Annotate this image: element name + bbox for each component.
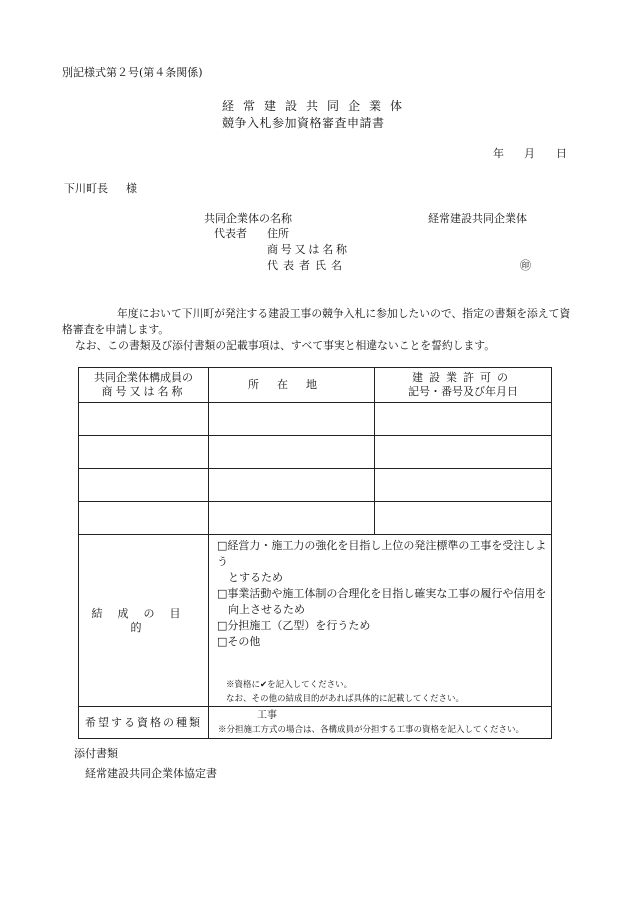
body-text-line-1: 年度において下川町が発注する建設工事の競争入札に参加したいので、指定の書類を添えて資: [117, 307, 571, 320]
form-number: 別記様式第２号(第４条関係): [62, 66, 203, 79]
table-row: [79, 469, 552, 502]
member-license-cell[interactable]: [375, 469, 552, 502]
date-month: 月: [524, 147, 535, 160]
member-name-header: 共同企業体構成員の 商号又は名称: [79, 368, 209, 403]
representative-label: 代表者: [214, 227, 247, 240]
attachments-heading: 添付書類: [74, 747, 118, 760]
qualification-row: [79, 707, 552, 739]
license-header: 建設業許可の 記号・番号及び年月日: [375, 368, 552, 403]
address-label: 住所: [267, 227, 289, 240]
purpose-option-1-cont: とするため: [228, 571, 283, 584]
purpose-options-cell: [209, 535, 552, 707]
qualification-cell[interactable]: [209, 707, 552, 739]
table-header-row: [79, 368, 552, 403]
qualification-note: ※分担施工方式の場合は、各構成員が分担する工事の資格を記入してください。: [218, 724, 525, 735]
member-name-cell[interactable]: [79, 469, 209, 502]
date-day: 日: [556, 147, 567, 160]
purpose-note-2: なお、その他の結成目的があれば具体的に記載してください。: [226, 694, 465, 704]
table-row: [79, 403, 552, 436]
location-header: 所在地: [209, 368, 375, 403]
purpose-option-1[interactable]: □経営力・施工力の強化を目指し上位の発注標準の工事を受注しよう: [217, 539, 547, 568]
purpose-row: [79, 535, 552, 707]
purpose-option-4[interactable]: □その他: [217, 635, 261, 648]
member-location-cell[interactable]: [209, 469, 375, 502]
member-location-cell[interactable]: [209, 403, 375, 436]
purpose-option-2[interactable]: □事業活動や施工体制の合理化を目指し確実な工事の履行や信用を: [217, 587, 547, 600]
addressee-name: 下川町長: [64, 182, 108, 195]
member-location-cell[interactable]: [209, 436, 375, 469]
purpose-note-1: ※資格に✔を記入してください。: [226, 680, 353, 690]
table-row: [79, 436, 552, 469]
member-license-cell[interactable]: [375, 403, 552, 436]
jv-name-label: 共同企業体の名称: [204, 212, 292, 225]
title-line-1: 経常建設共同企業体: [222, 99, 412, 113]
member-license-cell[interactable]: [375, 436, 552, 469]
representative-name-label: 代表者氏名: [267, 259, 347, 272]
qualification-label: 希望する資格の種類: [79, 707, 209, 739]
body-text-line-3: なお、この書類及び添付書類の記載事項は、すべて事実と相違ないことを誓約します。: [75, 339, 495, 352]
table-row: [79, 502, 552, 535]
member-location-cell[interactable]: [209, 502, 375, 535]
member-name-cell[interactable]: [79, 436, 209, 469]
purpose-option-2-cont: 向上させるため: [228, 603, 305, 616]
company-name-label: 商号又は名称: [267, 243, 350, 256]
member-name-cell[interactable]: [79, 502, 209, 535]
members-table: [78, 367, 552, 739]
seal-mark: ㊞: [520, 259, 531, 272]
purpose-option-3[interactable]: □分担施工（乙型）を行うため: [217, 619, 371, 632]
title-line-2: 競争入札参加資格審査申請書: [222, 116, 385, 130]
member-license-cell[interactable]: [375, 502, 552, 535]
jv-name-value: 経常建設共同企業体: [428, 212, 527, 225]
purpose-label: 結成の目的: [79, 535, 209, 707]
addressee-honorific: 様: [126, 182, 137, 195]
body-text-line-2: 格審査を申請します。: [62, 323, 170, 336]
member-name-cell[interactable]: [79, 403, 209, 436]
qualification-value: 工事: [257, 709, 277, 721]
attachment-item: 経常建設共同企業体協定書: [85, 767, 217, 780]
date-year: 年: [493, 147, 504, 160]
